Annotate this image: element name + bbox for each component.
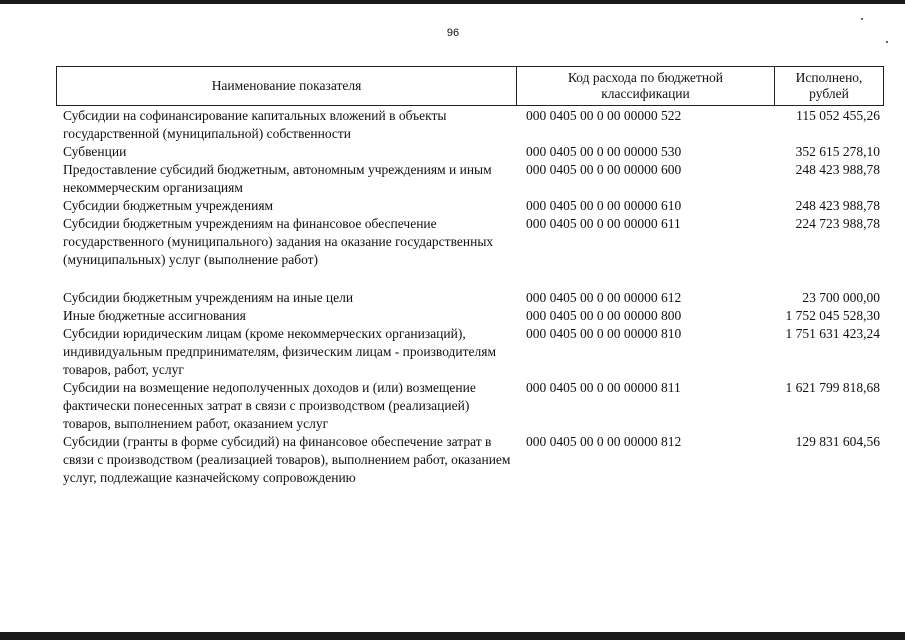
scan-speck (886, 41, 888, 43)
row-name: Субсидии бюджетным учреждениям (63, 198, 274, 213)
page-number: 96 (446, 27, 460, 39)
row-amount: 248 423 988,78 (795, 162, 880, 177)
row-code: 000 0405 00 0 00 00000 530 (526, 144, 682, 159)
row-code: 000 0405 00 0 00 00000 610 (526, 198, 682, 213)
table-row (57, 325, 883, 379)
top-border (0, 0, 905, 4)
row-amount: 248 423 988,78 (795, 198, 880, 213)
row-name: Субсидии бюджетным учреждениям на финансовое обеспечение государственного (муниципального) задания на оказание государственных (муниципальных) услуг (выполнение работ) (63, 216, 494, 267)
row-code: 000 0405 00 0 00 00000 600 (526, 162, 682, 177)
row-name: Субсидии на софинансирование капитальных вложений в объекты государственной (муниципальной) собственности (63, 108, 447, 141)
row-code: 000 0405 00 0 00 00000 810 (526, 326, 682, 341)
table-row (57, 433, 883, 487)
row-code: 000 0405 00 0 00 00000 522 (526, 108, 682, 123)
row-name: Субсидии бюджетным учреждениям на иные цели (63, 290, 354, 305)
row-code: 000 0405 00 0 00 00000 800 (526, 308, 682, 323)
row-spacer (57, 269, 883, 289)
header-name: Наименование показателя (57, 67, 517, 105)
table-row (57, 197, 883, 215)
row-code: 000 0405 00 0 00 00000 811 (526, 380, 681, 395)
row-amount: 224 723 988,78 (795, 216, 880, 231)
row-name: Предоставление субсидий бюджетным, автономным учреждениям и иным некоммерческим организациям (63, 162, 492, 195)
row-name: Субсидии (гранты в форме субсидий) на финансовое обеспечение затрат в связи с производством (реализацией товаров), выполнением работ, оказанием услуг, подлежащие казначейскому сопровождению (63, 434, 511, 485)
row-amount: 1 751 631 423,24 (785, 326, 880, 341)
row-code: 000 0405 00 0 00 00000 611 (526, 216, 681, 231)
row-name: Субвенции (63, 144, 127, 159)
row-code: 000 0405 00 0 00 00000 612 (526, 290, 682, 305)
header-code: Код расхода по бюджетной классификации (517, 67, 775, 105)
table-row (57, 143, 883, 161)
header-amount: Исполнено, рублей (795, 70, 863, 101)
row-amount: 115 052 455,26 (796, 108, 880, 123)
table-body (57, 107, 883, 487)
row-amount: 1 621 799 818,68 (785, 380, 880, 395)
scan-speck (861, 18, 863, 20)
row-code: 000 0405 00 0 00 00000 812 (526, 434, 682, 449)
row-amount: 1 752 045 528,30 (785, 308, 880, 323)
table-row (57, 379, 883, 433)
row-amount: 129 831 604,56 (795, 434, 880, 449)
table-row (57, 161, 883, 197)
table-header (56, 66, 884, 106)
row-name: Иные бюджетные ассигнования (63, 308, 246, 323)
table-row (57, 215, 883, 269)
table-row (57, 289, 883, 307)
row-amount: 352 615 278,10 (795, 144, 880, 159)
row-name: Субсидии на возмещение недополученных доходов и (или) возмещение фактически понесенных затрат в связи с производством (реализацией) товаров, выполнением работ, оказанием услуг (63, 380, 476, 431)
table-row (57, 307, 883, 325)
row-name: Субсидии юридическим лицам (кроме некоммерческих организаций), индивидуальным предпринимателям, физическим лицам - производителям товаров, работ, услуг (63, 326, 497, 377)
row-amount: 23 700 000,00 (802, 290, 880, 305)
table-row (57, 107, 883, 143)
bottom-border (0, 632, 905, 640)
